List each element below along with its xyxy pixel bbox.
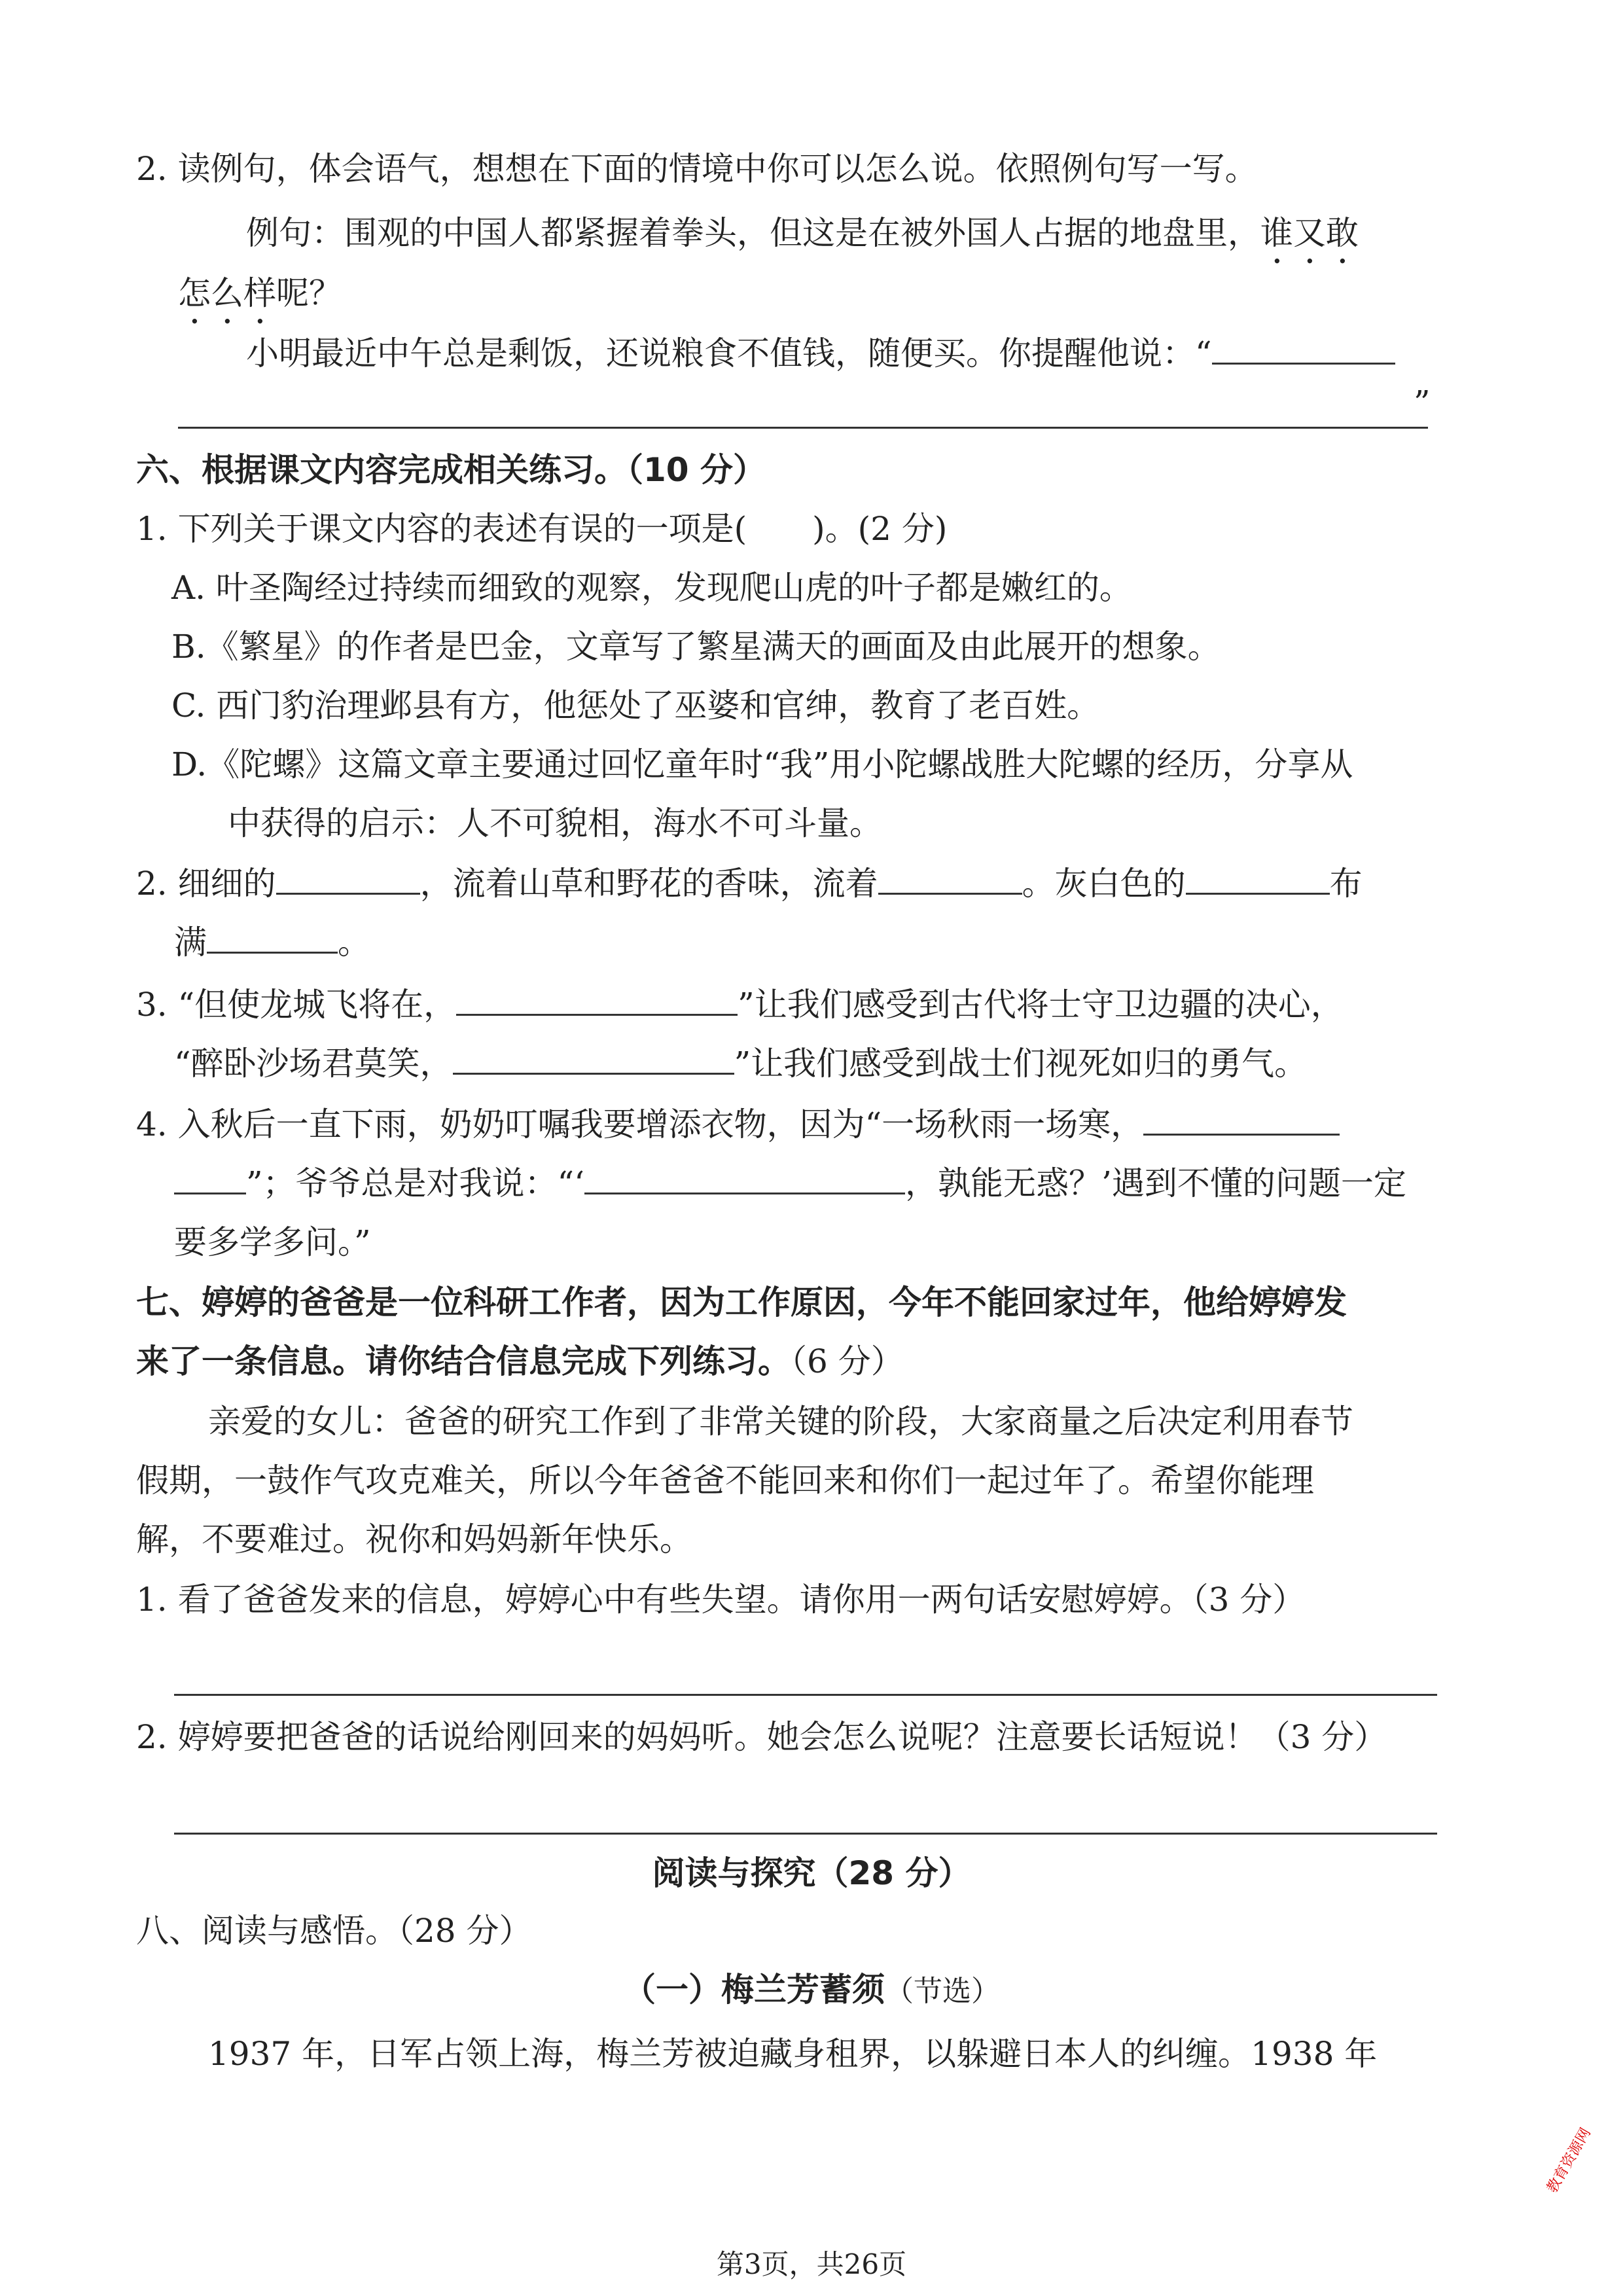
s6-q1-option-c: C. 西门豹治理邺县有方，他惩处了巫婆和官绅，教育了老百姓。 xyxy=(171,687,1100,725)
example-end: 呢？ xyxy=(276,274,342,312)
q2-text-6: 。 xyxy=(338,924,370,961)
message-line-2: 假期，一鼓作气攻克难关，所以今年爸爸不能回来和你们一起过年了。希望你能理 xyxy=(136,1462,1314,1499)
answer-blank[interactable] xyxy=(276,864,420,895)
q2-text-1: 2. 细细的 xyxy=(136,865,276,903)
q2-text-2: ，流着山草和野花的香味，流着 xyxy=(419,865,878,903)
s6-q2 xyxy=(136,864,1363,903)
message-line-3: 解，不要难过。祝你和妈妈新年快乐。 xyxy=(136,1520,692,1558)
q3-text-1: 3. “但使龙城飞将在， xyxy=(136,986,457,1024)
passage-title-text: （一）梅兰芳蓄须 xyxy=(623,1971,885,2009)
answer-blank[interactable] xyxy=(207,923,338,954)
watermark-stamp: 教育资源网 xyxy=(1544,2125,1594,2196)
passage-title xyxy=(0,1970,1623,2009)
example-text: 例句：围观的中国人都紧握着拳头，但这是在被外国人占据的地盘里， xyxy=(246,214,1260,252)
q4-text-1: 4. 入秋后一直下雨，奶奶叮嘱我要增添衣物，因为“一场秋雨一场寒， xyxy=(136,1105,1144,1143)
q4-text-3: ，孰能无惑？’遇到不懂的问题一定 xyxy=(905,1164,1406,1202)
q5-2-close-quote: ” xyxy=(1414,384,1431,422)
answer-blank[interactable] xyxy=(174,1164,246,1194)
section-7-title: 七、婷婷的爸爸是一位科研工作者，因为工作原因，今年不能回家过年，他给婷婷发 xyxy=(136,1283,1347,1321)
s6-q1-option-d-cont: 中获得的启示：人不可貌相，海水不可斗量。 xyxy=(228,804,882,842)
answer-line[interactable] xyxy=(174,1694,1437,1696)
q2-text-4: 布 xyxy=(1329,865,1363,903)
passage-line-1: 1937 年，日军占领上海，梅兰芳被迫藏身租界，以躲避日本人的纠缠。1938 年 xyxy=(208,2035,1378,2073)
s6-q2-cont xyxy=(174,923,370,962)
s6-q1-option-b: B.《繁星》的作者是巴金，文章写了繁星满天的画面及由此展开的想象。 xyxy=(171,628,1221,666)
s6-q4-line3: 要多学多问。” xyxy=(174,1223,371,1261)
reading-part-title: 阅读与探究（28 分） xyxy=(652,1854,971,1892)
message-line-1: 亲爱的女儿：爸爸的研究工作到了非常关键的阶段，大家商量之后决定利用春节 xyxy=(208,1403,1353,1441)
section-7-score: （6 分） xyxy=(791,1342,904,1380)
q5-2-stem: 2. 读例句，体会语气，想想在下面的情境中你可以怎么说。依照例句写一写。 xyxy=(136,150,1258,188)
s6-q1-option-d: D.《陀螺》这篇文章主要通过回忆童年时“我”用小陀螺战胜大陀螺的经历，分享从 xyxy=(171,745,1353,783)
answer-line[interactable] xyxy=(174,1833,1437,1835)
q3-text-2: ”让我们感受到古代将士守卫边疆的决心， xyxy=(738,986,1344,1024)
answer-blank[interactable] xyxy=(1186,864,1330,895)
q2-text-5: 满 xyxy=(174,924,207,961)
s6-q4-line1 xyxy=(136,1105,1340,1144)
s6-q4-line2 xyxy=(174,1164,1406,1203)
section-7-title-text: 来了一条信息。请你结合信息完成下列练习。 xyxy=(136,1342,791,1380)
s6-q3-line2 xyxy=(174,1044,1307,1083)
q5-2-example xyxy=(246,213,1359,271)
q2-text-3: 。灰白色的 xyxy=(1022,865,1186,903)
scenario-text: 小明最近中午总是剩饭，还说粮食不值钱，随便买。你提醒他说：“ xyxy=(246,334,1212,372)
example-emphasis-2: 怎么样 xyxy=(178,274,276,312)
s7-q1: 1. 看了爸爸发来的信息，婷婷心中有些失望。请你用一两句话安慰婷婷。（3 分） xyxy=(136,1581,1306,1619)
s7-q2: 2. 婷婷要把爸爸的话说给刚回来的妈妈听。她会怎么说呢？注意要长话短说！（3 分） xyxy=(136,1718,1387,1756)
s6-q3-line1 xyxy=(136,985,1344,1024)
s6-q1-option-a: A. 叶圣陶经过持续而细致的观察，发现爬山虎的叶子都是嫩红的。 xyxy=(171,569,1132,607)
s6-q1-stem: 1. 下列关于课文内容的表述有误的一项是( )。(2 分) xyxy=(136,510,948,548)
page-number: 第3页，共26页 xyxy=(716,2248,907,2280)
q5-2-example-cont xyxy=(178,274,342,331)
example-emphasis-1: 谁又敢 xyxy=(1260,214,1359,252)
answer-blank[interactable] xyxy=(456,985,738,1016)
answer-blank[interactable] xyxy=(878,864,1022,895)
section-7-title-cont xyxy=(136,1342,904,1381)
q3-text-3: “醉卧沙场君莫笑， xyxy=(174,1045,453,1083)
q3-text-4: ”让我们感受到战士们视死如归的勇气。 xyxy=(734,1045,1308,1083)
q5-2-scenario xyxy=(246,334,1395,373)
answer-blank[interactable] xyxy=(453,1044,734,1075)
section-8-title: 八、阅读与感悟。（28 分） xyxy=(136,1912,532,1950)
answer-blank[interactable] xyxy=(1212,334,1395,365)
section-6-title: 六、根据课文内容完成相关练习。（10 分） xyxy=(136,451,766,489)
answer-blank[interactable] xyxy=(1143,1105,1340,1136)
passage-title-note: （节选） xyxy=(885,1975,1000,2008)
answer-line[interactable] xyxy=(178,427,1428,429)
answer-blank[interactable] xyxy=(584,1164,905,1194)
q4-text-2: ”；爷爷总是对我说：“‘ xyxy=(246,1164,585,1202)
